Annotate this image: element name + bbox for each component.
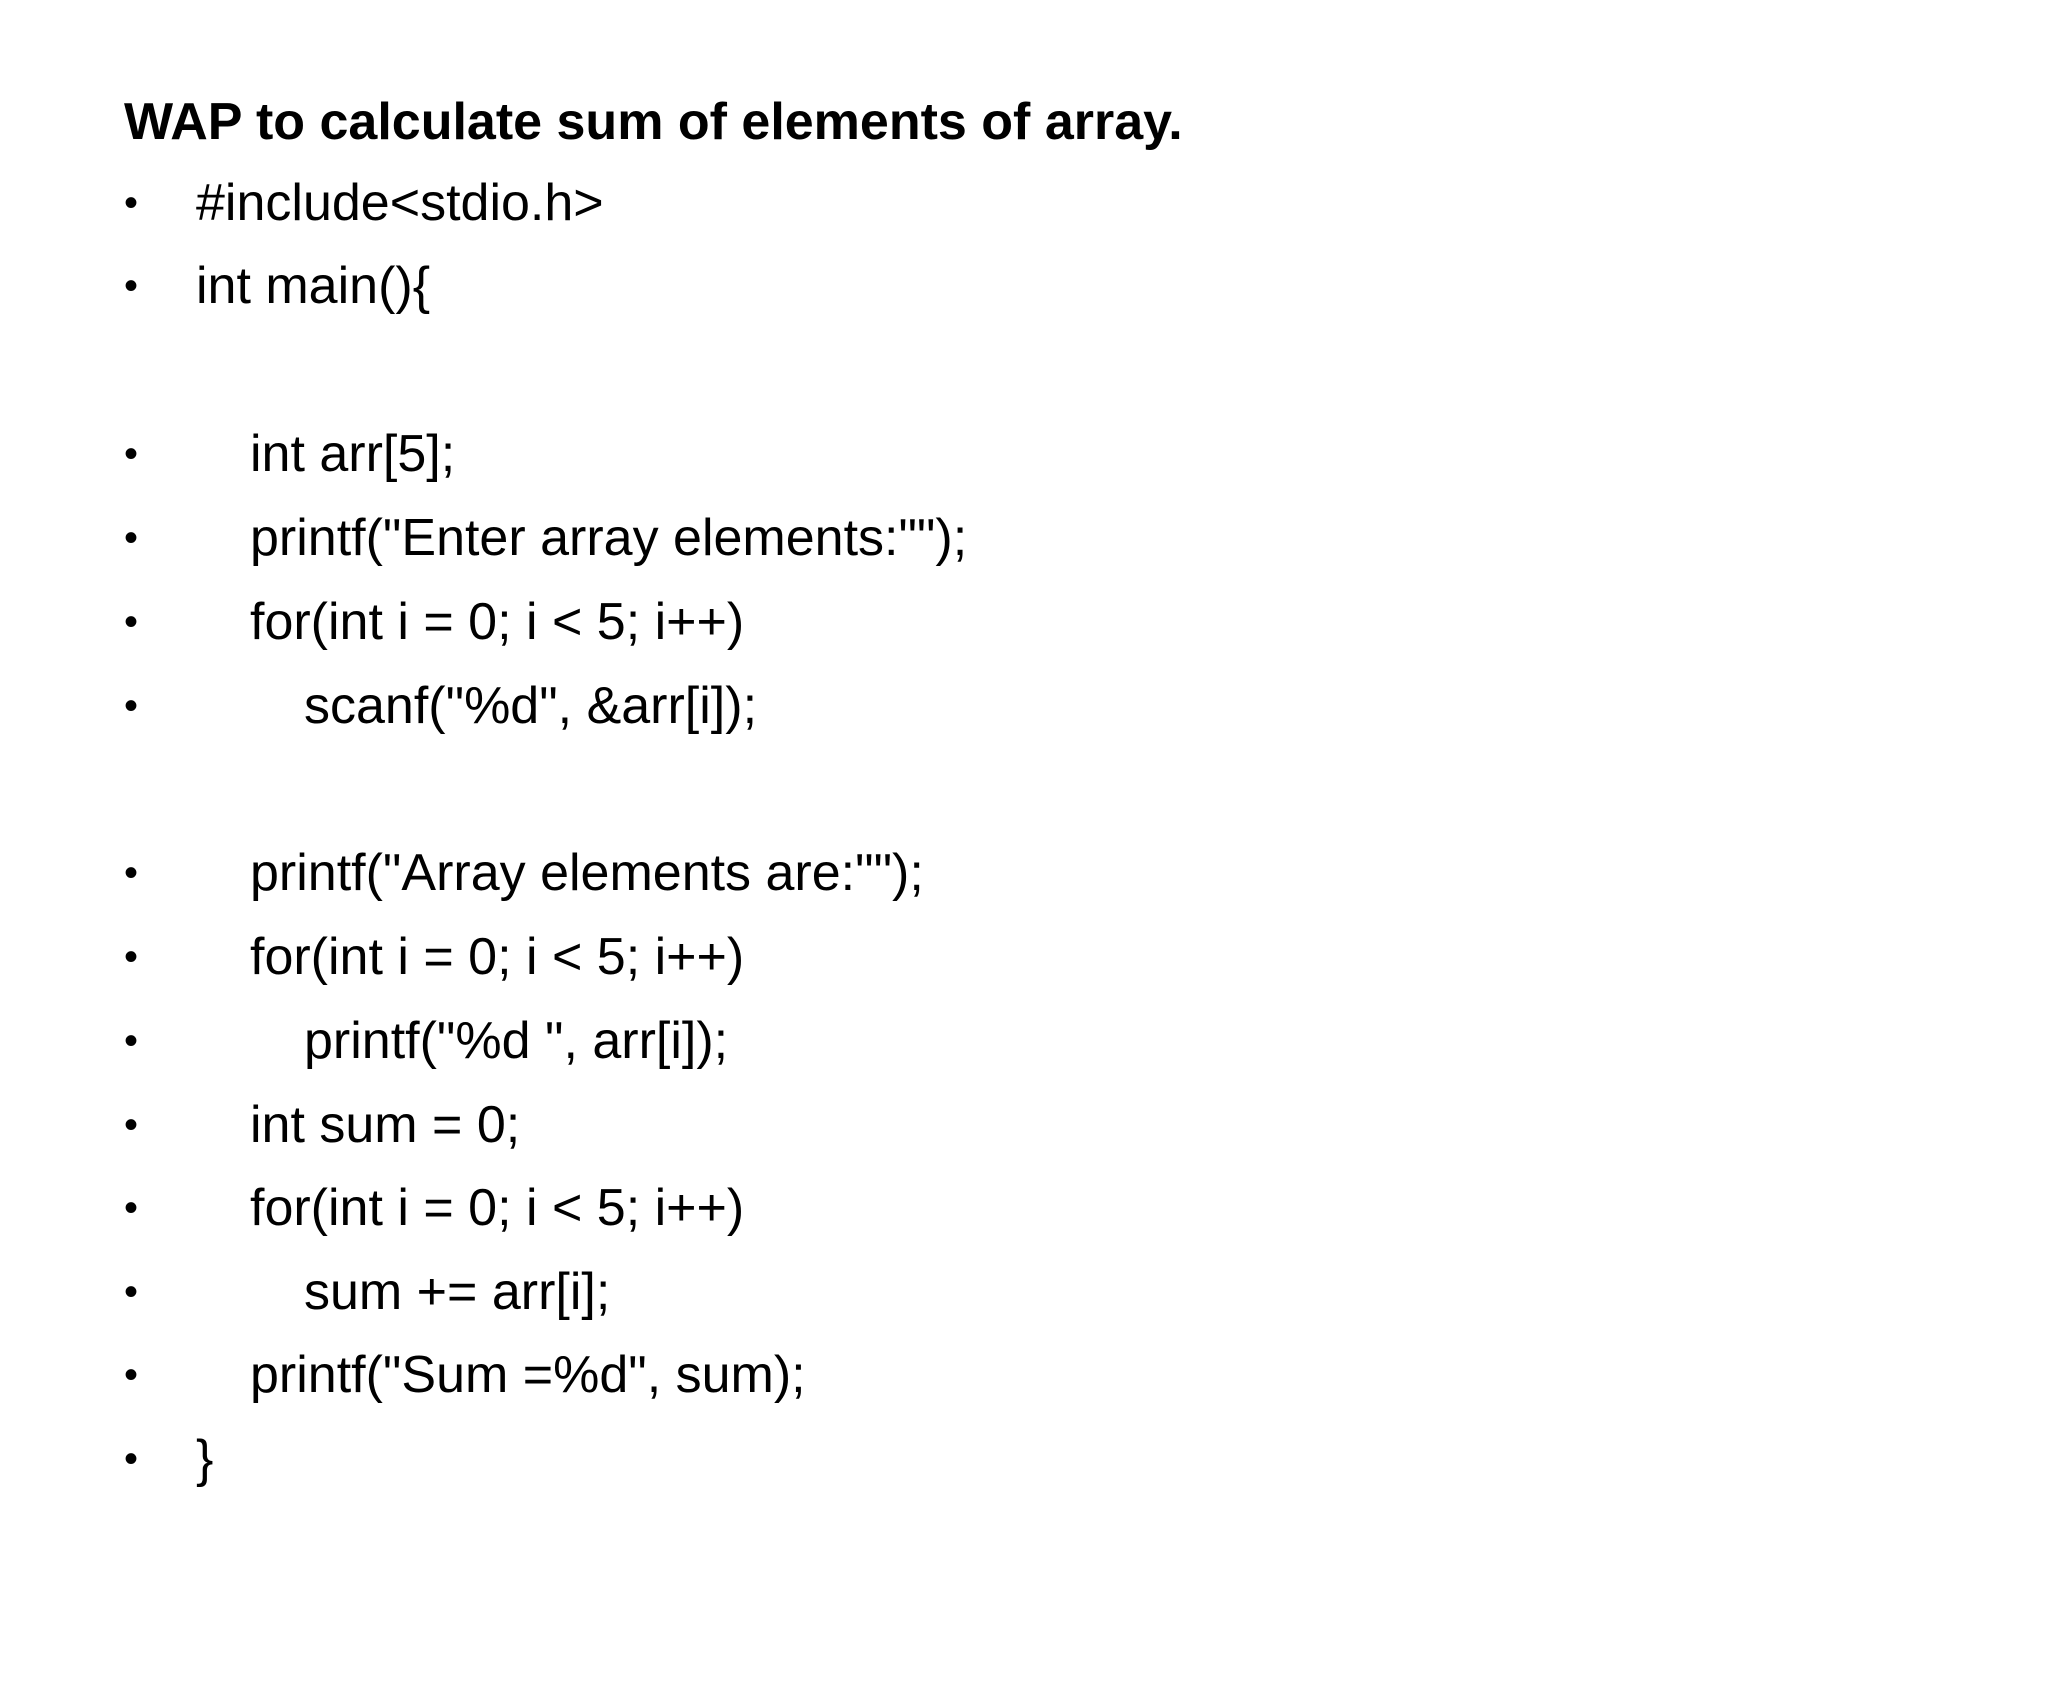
code-line-text: printf("Enter array elements:"");: [250, 509, 968, 567]
code-line-text: for(int i = 0; i < 5; i++): [250, 928, 745, 986]
code-line: [124, 1006, 1924, 1076]
code-line: [124, 419, 1924, 489]
bullet-icon: •: [124, 1437, 139, 1481]
code-line: [124, 922, 1924, 992]
code-line-text: }: [196, 1430, 214, 1488]
bullet-icon: •: [124, 432, 139, 476]
code-line: [124, 671, 1924, 741]
bullet-icon: •: [124, 264, 139, 308]
code-line-text: int main(){: [196, 257, 431, 315]
code-line: [124, 1424, 1924, 1494]
code-line-text: int arr[5];: [250, 425, 456, 483]
code-line-text: printf("%d ", arr[i]);: [304, 1012, 729, 1070]
bullet-icon: •: [124, 1186, 139, 1230]
code-line: [124, 1090, 1924, 1160]
bullet-icon: •: [124, 516, 139, 560]
bullet-icon: •: [124, 684, 139, 728]
code-line-text: int sum = 0;: [250, 1096, 521, 1154]
bullet-icon: •: [124, 181, 139, 225]
slide-title: WAP to calculate sum of elements of array.: [124, 93, 1183, 151]
code-line-text: scanf("%d", &arr[i]);: [304, 677, 758, 735]
bullet-icon: •: [124, 1019, 139, 1063]
bullet-icon: •: [124, 935, 139, 979]
code-line: [124, 838, 1924, 908]
code-line: [124, 1173, 1924, 1243]
code-line-text: #include<stdio.h>: [196, 174, 604, 232]
code-line-text: for(int i = 0; i < 5; i++): [250, 593, 745, 651]
bullet-icon: •: [124, 1353, 139, 1397]
code-line-text: printf("Sum =%d", sum);: [250, 1346, 806, 1404]
bullet-icon: •: [124, 1270, 139, 1314]
code-line-text: printf("Array elements are:"");: [250, 844, 924, 902]
code-line: [124, 1257, 1924, 1327]
code-line: [124, 587, 1924, 657]
code-line: [124, 503, 1924, 573]
code-line: [124, 251, 1924, 321]
code-line-text: sum += arr[i];: [304, 1263, 611, 1321]
bullet-icon: •: [124, 1103, 139, 1147]
bullet-icon: •: [124, 600, 139, 644]
bullet-icon: •: [124, 851, 139, 895]
code-line: [124, 1340, 1924, 1410]
code-line: [124, 168, 1924, 238]
code-line-text: for(int i = 0; i < 5; i++): [250, 1179, 745, 1237]
